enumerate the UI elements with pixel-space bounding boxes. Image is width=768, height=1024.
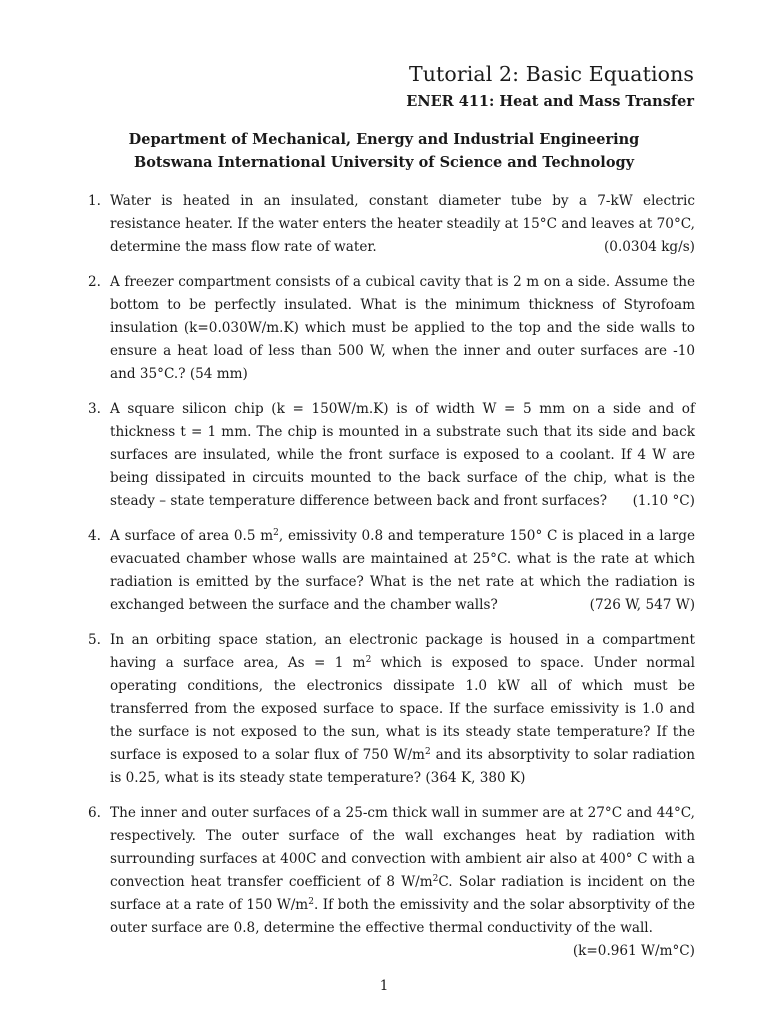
- question-5: [88, 629, 695, 790]
- question-number: 2.: [88, 274, 101, 290]
- superscript: 2: [308, 897, 314, 907]
- question-text: [110, 398, 695, 513]
- question-body: , emissivity 0.8 and temperature 150° C is placed in a large evacuated chamber whose walls are maintained at 25°C. what is the rate at which radiation is emitted by the surface? What is the net rate at which the radiation is exchanged between the surface and the chamber walls?: [110, 528, 696, 613]
- question-text: [110, 629, 695, 790]
- question-body: and its absorptivity to solar radiation is 0.25, what is its steady state temperature?: [110, 747, 695, 786]
- question-body: A surface of area 0.5 m: [110, 528, 274, 544]
- question-body: C. Solar radiation is incident on the surface at a rate of 150 W/m: [110, 874, 695, 913]
- question-number: 6.: [88, 805, 101, 821]
- question-text: [110, 802, 695, 959]
- superscript: 2: [273, 528, 279, 538]
- question-answer: (1.10 °C): [632, 493, 695, 509]
- question-number: 3.: [88, 401, 101, 417]
- question-number: 1.: [88, 193, 101, 209]
- question-number: 4.: [88, 528, 101, 544]
- question-answer: (726 W, 547 W): [589, 597, 695, 613]
- question-answer: (0.0304 kg/s): [604, 239, 695, 255]
- question-list: [88, 190, 695, 963]
- department-name: Department of Mechanical, Energy and Industrial Engineering: [128, 131, 640, 148]
- question-answer: (k=0.961 W/m°C): [572, 943, 695, 959]
- document-title: Tutorial 2: Basic Equations: [408, 62, 694, 86]
- question-text: [110, 190, 695, 259]
- question-answer: (364 K, 380 K): [425, 770, 526, 786]
- question-answer: (54 mm): [189, 366, 248, 382]
- question-3: [88, 398, 695, 513]
- question-text: [110, 271, 695, 386]
- page-number: 1: [379, 978, 389, 994]
- question-1: [88, 190, 695, 259]
- university-name: Botswana International University of Science and Technology: [133, 154, 635, 171]
- superscript: 2: [424, 747, 431, 757]
- question-text: [110, 525, 695, 617]
- question-body: Water is heated in an insulated, constant diameter tube by a 7-kW electric resistance heater. If the water enters the heater steadily at 15°C and leaves at 70°C, determine the mass flow rate of water.: [110, 193, 695, 255]
- question-body: The inner and outer surfaces of a 25-cm thick wall in summer are at 27°C and 44°C, respectively. The outer surface of the wall exchanges heat by radiation with surrounding surfaces at 400C and convection with ambient air also at 400° C with a convection heat transfer coefficient of 8 W/m: [110, 805, 695, 890]
- question-body: which is exposed to space. Under normal operating conditions, the electronics dissipate 1.0 kW all of which must be transferred from the exposed surface to space. If the surface emissivity is 1.0 and the surface is not exposed to the sun, what is its steady state temperature? If the surface is exposed to a solar flux of 750 W/m: [110, 655, 695, 763]
- superscript: 2: [432, 874, 439, 884]
- question-body: A freezer compartment consists of a cubical cavity that is 2 m on a side. Assume the bottom to be perfectly insulated. What is the minimum thickness of Styrofoam insulation (k=0.030W/m.K) which must be applied to the top and the side walls to ensure a heat load of less than 500 W, when the inner and outer surfaces are -10 and 35°C.?: [110, 274, 695, 382]
- question-2: [88, 271, 695, 386]
- question-6: [88, 802, 695, 963]
- question-number: 5.: [88, 632, 101, 648]
- question-body: In an orbiting space station, an electronic package is housed in a compartment having a surface area, As = 1 m: [110, 632, 695, 671]
- question-body: A square silicon chip (k = 150W/m.K) is of width W = 5 mm on a side and of thickness t = 1 mm. The chip is mounted in a substrate such that its side and back surfaces are insulated, while the front surface is exposed to a coolant. If 4 W are being dissipated in circuits mounted to the back surface of the chip, what is the steady – state temperature difference between back and front surfaces?: [110, 401, 695, 509]
- superscript: 2: [365, 655, 372, 665]
- question-body: . If both the emissivity and the solar absorptivity of the outer surface are 0.8, determine the effective thermal conductivity of the wall.: [110, 897, 695, 936]
- question-4: [88, 525, 695, 617]
- course-subtitle: ENER 411: Heat and Mass Transfer: [406, 93, 694, 110]
